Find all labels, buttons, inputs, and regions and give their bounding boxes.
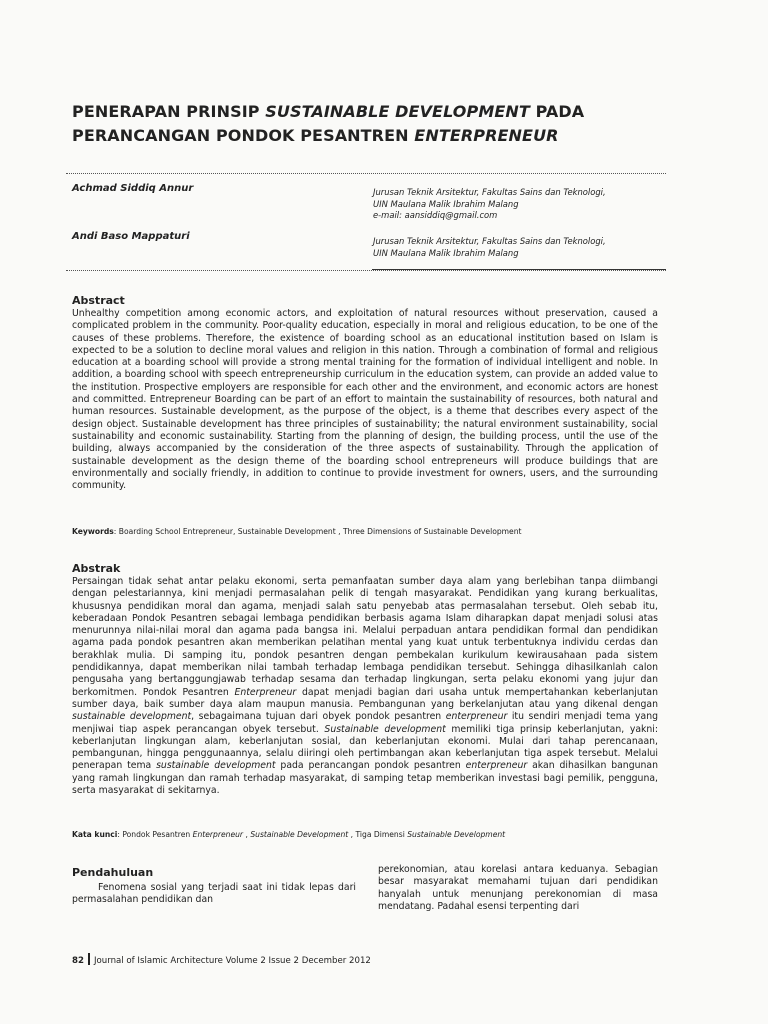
abstrak-italic: enterpreneur	[445, 711, 508, 723]
keywords-italic: Sustainable Development	[250, 830, 349, 839]
page-number: 82	[72, 956, 84, 966]
intro-heading: Pendahuluan	[72, 866, 154, 879]
abstrak-italic: sustainable development	[72, 711, 192, 723]
footer-separator	[88, 953, 90, 965]
affiliation-line: Jurusan Teknik Arsitektur, Fakultas Sains dan Teknologi,	[373, 236, 606, 246]
abstract-heading: Abstract	[72, 294, 125, 307]
affiliation-line: UIN Maulana Malik Ibrahim Malang	[373, 247, 519, 258]
title-text: PADA	[529, 102, 585, 121]
keywords-italic: Enterpreneur	[192, 830, 244, 839]
keywords-italic: Sustainable Development	[407, 830, 506, 839]
author-name: Achmad Siddiq Annur	[72, 183, 194, 194]
intro-left-column	[72, 866, 356, 907]
abstrak-text: pada perancangan pondok pesantren	[275, 760, 466, 772]
title-italic: SUSTAINABLE DEVELOPMENT	[265, 102, 530, 121]
intro-paragraph-continued: perekonomian, atau korelasi antara keduanya. Sebagian besar masyarakat memahami tujuan dari pendidikan hanyalah untuk menunjang perekonomian di masa mendatang. Padahal esensi terpenting dari	[378, 864, 658, 912]
keywords-text: ,	[243, 830, 251, 839]
abstrak-text: dapat menjadi bagian dari usaha untuk mempertahankan keberlanjutan sumber daya, baik sumber daya alam maupun manusia. Pembangunan yang berkelanjutan atau yang dikenal dengan	[72, 686, 659, 710]
abstract-english: Unhealthy competition among economic actors, and exploitation of natural resources without preservation, caused a complicated problem in the community. Poor-quality education, especially in moral and religious education, to be one of the causes of these problems. Therefore, the existence of boarding school as an educational institution based on Islam is expected to be a solution to decline moral values and religion in this nation. Through a combination of formal and religious education at a boarding school will provide a strong mental training for the formation of individual intelligent and noble. In addition, a boarding school with speech entrepreneurship curriculum in the education system, can provide an added value to the institution. Prospective employers are responsible for each other and the environment, and economic actors are honest and committed. Entrepreneur Boarding can be part of an effort to maintain the sustainability of resources, both natural and human resources. Sustainable development, as the purpose of the object, is a theme that describes every aspect of the design object. Sustainable development has three principles of sustainability; the natural environment sustainability, social sustainability and economic sustainability. Starting from the planning of design, the building process, until the use of the building, always accompanied by the consideration of the three aspects of sustainability. Through the application of sustainable development as the design theme of the boarding school entrepreneurs will produce buildings that are environmentally and socially friendly, in addition to continue to provide investment for owners, users, and the surrounding community.	[72, 308, 658, 492]
top-divider	[66, 173, 666, 174]
abstrak-text: itu sendiri menjadi tema yang menjiwai tiap aspek perancangan obyek tersebut.	[72, 711, 658, 735]
title-text: PENERAPAN PRINSIP	[72, 102, 266, 121]
author-name: Andi Baso Mappaturi	[72, 231, 190, 242]
abstrak-text: akan dihasilkan bangunan yang ramah lingkungan dan ramah terhadap masyarakat, di samping tetap memberikan investasi bagi pemilik, pengguna, serta masyarakat di sekitarnya.	[72, 760, 658, 797]
title-line-2	[72, 124, 712, 148]
abstrak-italic: sustainable development	[156, 760, 276, 772]
title-text: PERANCANGAN PONDOK PESANTREN	[72, 126, 415, 145]
author-affiliation	[373, 187, 673, 222]
abstrak-heading: Abstrak	[72, 562, 121, 575]
abstrak-italic: enterpreneur	[465, 760, 528, 772]
abstrak-text: , sebagaimana tujuan dari obyek pondok pesantren	[191, 711, 446, 723]
paper-title	[72, 100, 712, 148]
keywords-text: , Tiga Dimensi	[348, 830, 408, 839]
keywords-text: : Boarding School Entrepreneur, Sustainable Development , Three Dimensions of Sustainable Development	[113, 527, 522, 536]
intro-paragraph: Fenomena sosial yang terjadi saat ini tidak lepas dari permasalahan pendidikan dan	[72, 882, 356, 906]
keywords-indonesian	[72, 830, 672, 839]
keywords-label: Kata kunci	[72, 830, 118, 839]
affiliation-underline	[372, 269, 666, 270]
author-email: e-mail: aansiddiq@gmail.com	[373, 210, 498, 220]
abstrak-text: memiliki tiga prinsip keberlanjutan, yakni: keberlanjutan lingkungan alam, keberlanjutan sosial, dan keberlanjutan ekonomi. Mulai dari tahap perencanaan, pembangunan, hingga penggunaannya, selalu diiringi oleh pertimbangan akan keberlanjutan tiga aspek tersebut. Melalui penerapan tema	[72, 723, 659, 772]
title-italic: ENTERPRENEUR	[414, 126, 559, 145]
abstrak-text: Persaingan tidak sehat antar pelaku ekonomi, serta pemanfaatan sumber daya alam yang berlebihan tanpa diimbangi dengan pelestariannya, kini menjadi permasalahan pelik di tengah masyarakat. Pendidikan yang kurang berkualitas, khususnya pendidikan moral dan agama, menjadi salah satu penyebab atas permasalahan tersebut. Oleh sebab itu, keberadaan Pondok Pesantren sebagai lembaga pendidikan berbasis agama Islam diharapkan dapat menjadi solusi atas menurunnya nilai-nilai moral dan agama pada bangsa ini. Melalui perpaduan antara pendidikan formal dan pendidikan agama pada pondok pesantren akan memberikan pelatihan mental yang kuat untuk terbentuknya individu cerdas dan berakhlak mulia. Di samping itu, pondok pesantren dengan pembekalan kurikulum kewirausahaan pada sistem pendidikannya, dapat memberikan nilai tambah terhadap lembaga pendidikan tersebut. Sehingga dihasilkanlah calon pengusaha yang bertanggungjawab terhadap sesama dan terhadap lingkungan, serta pelaku ekonomi yang jujur dan berkomitmen. Pondok Pesantren	[72, 576, 658, 698]
title-line-1	[72, 100, 712, 124]
affiliation-line: Jurusan Teknik Arsitektur, Fakultas Sains dan Teknologi,	[373, 187, 606, 197]
keywords-text: : Pondok Pesantren	[117, 830, 193, 839]
page-footer	[72, 953, 371, 966]
keywords-label: Keywords	[72, 527, 114, 536]
abstract-indonesian	[72, 576, 658, 797]
bottom-divider	[66, 270, 666, 271]
keywords-english	[72, 527, 672, 536]
intro-right-column	[378, 864, 658, 913]
author-affiliation	[373, 236, 673, 259]
abstrak-italic: Enterpreneur	[234, 686, 297, 698]
affiliation-line: UIN Maulana Malik Ibrahim Malang	[373, 198, 519, 209]
abstrak-italic: Sustainable development	[324, 723, 446, 735]
journal-citation: Journal of Islamic Architecture Volume 2 Issue 2 December 2012	[93, 956, 371, 966]
